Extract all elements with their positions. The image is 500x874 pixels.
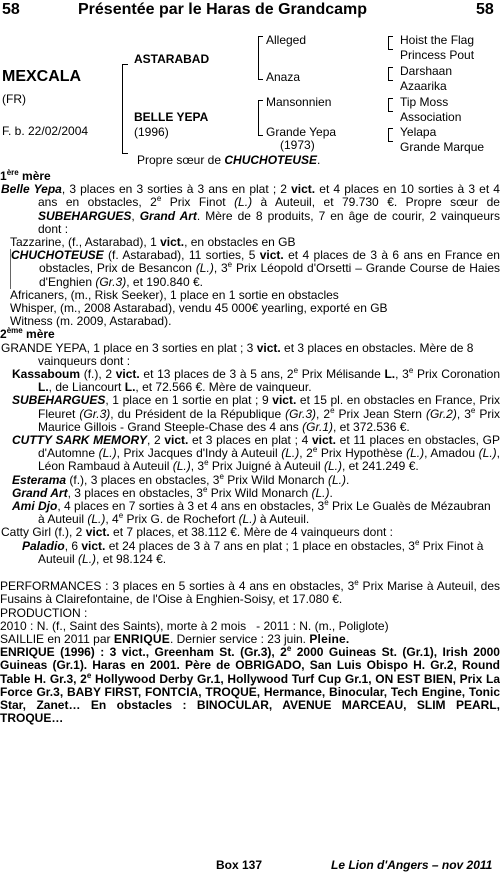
dam-name: BELLE YEPA [134, 110, 209, 124]
ggp-7: Yelapa [400, 125, 437, 139]
produce-grand-art: Grand Art, 3 places en obstacles, 3e Prix Wild Monarch (L.). [12, 484, 333, 500]
produce-2: CHUCHOTEUSE (f. Astarabad), 11 sorties, 5 vict. et 4 places de 3 à 6 ans en France en obstacles, Prix de Besancon (L.), 3e Prix Léopold d'Orsetti – Grande Course de Haies d'Enghien (Gr.3), et 190.840 €. [11, 248, 500, 289]
first-dam-record: Belle Yepa, 3 places en 3 sorties à 3 ans en plat ; 2 vict. et 4 places en 10 sorties à 3 et 4 ans en obstacles, 2e Prix Finot (L.) à Auteuil, et 79.730 €. Propre sœur de SUBEHARGUES, Grand Art. Mère de 8 produits, 7 en âge de courir, 2 vainqueurs dont : [1, 182, 500, 236]
production-title: PRODUCTION : [0, 605, 88, 620]
sale-name: Le Lion d'Angers – nov 2011 [331, 858, 493, 872]
second-dam-record: GRANDE YEPA, 1 place en 3 sorties en plat ; 3 vict. et 3 places en obstacles. Mère de 8 vainqueurs dont : [1, 340, 474, 368]
page-header [0, 0, 500, 20]
grandsire-1: Alleged [266, 33, 307, 47]
ggp-3: Darshaan [400, 64, 453, 78]
page-number-left: 58 [2, 1, 20, 18]
produce-subehargues: SUBEHARGUES, 1 place en 1 sortie en plat ; 9 vict. et 15 pl. en obstacles en France, Prix Fleuret (Gr.3), du Président de la République (Gr.3), 2e Prix Jean Stern (Gr.2), 3e Prix Maurice Gillois - Grand Steeple-Chase des 4 ans (Gr.1), et 372.536 €. [12, 393, 500, 434]
sire-name: ASTARABAD [134, 52, 210, 66]
page-footer [0, 858, 500, 874]
granddam-1: Mansonnien [266, 95, 332, 109]
produce-1: Tazzarine, (f., Astarabad), 1 vict., en obstacles en GB [10, 235, 296, 250]
section-first-dam: 1ère mère [0, 168, 51, 183]
page-number-right: 58 [476, 1, 494, 18]
produce-ami-djo: Ami Djo, 4 places en 7 sorties à 3 et 4 ans en obstacles, 3e Prix Le Gualès de Mézaubran à Auteuil (L.), 4e Prix G. de Rochefort (L.) à Auteuil. [12, 498, 491, 527]
produce-catty-girl: Catty Girl (f.), 2 vict. et 7 places, et 38.112 €. Mère de 4 vainqueurs dont : [1, 525, 393, 540]
performances: PERFORMANCES : 3 places en 5 sorties à 4 ans en obstacles, 3e Prix Marise à Auteuil, des Fusains à Clairefontaine, de l'Oise à Enghien-Soisy, et 17.080 €. [0, 578, 500, 607]
box-number: Box 137 [216, 858, 263, 872]
produce-3: Africaners, (m., Risk Seeker), 1 place en 1 sortie en obstacles [10, 287, 339, 302]
produce-4: Whisper, (m., 2008 Astarabad), vendu 45 000€ yearling, exporté en GB [10, 301, 388, 316]
produce-cutty-sark: CUTTY SARK MEMORY, 2 vict. et 3 places en plat ; 4 vict. et 11 places en obstacles, GP d'Automne (L.), Prix Jacques d'Indy à Auteuil (L.), 2e Prix Hypothèse (L.), Amadou (L.), Léon Rambaud à Auteuil (L.), 3e Prix Juigné à Auteuil (L.), et 241.249 €. [12, 433, 500, 474]
produce-kassaboum: Kassaboum (f.), 2 vict. et 13 places de 3 à 5 ans, 2e Prix Mélisande L., 3e Prix Coronation L., de Liancourt L., et 72.566 €. Mère de vainqueur. [12, 366, 500, 395]
section-second-dam: 2ème mère [0, 326, 55, 342]
granddam-2-year: (1973) [280, 138, 315, 152]
dam-year: (1996) [134, 125, 169, 139]
catalogue-body [0, 170, 500, 725]
enrique-record: ENRIQUE (1996) : 3 vict., Greenham St. (Gr.3), 2e 2000 Guineas St. (Gr.1), Irish 2000 Guineas (Gr.1). Haras en 2001. Père de OBRIGADO, San Luis Obispo H. Gr.2, Round Table H. Gr.3, 2e Hollywood Derby Gr.1, Hollywood Turf Cup Gr.1, ON EST BIEN, Prix La Force Gr.3, BABY FIRST, FONTCIA, TROQUE, Hermance, Binocular, Tech Engine, Tonic Star, Zanet… En obstacles : BINOCULAR, AVENUE MARCEAU, SLIM PEARL, TROQUE… [0, 644, 500, 726]
horse-birth: F. b. 22/02/2004 [2, 124, 89, 138]
horse-name: MEXCALA [2, 68, 82, 85]
ggp-4: Azaarika [400, 79, 447, 93]
ggp-6: Association [400, 110, 462, 124]
sister-note: Propre sœur de CHUCHOTEUSE. [137, 153, 321, 167]
saillie: SAILLIE en 2011 par ENRIQUE. Dernier service : 23 juin. Pleine. [0, 631, 350, 646]
ggp-2: Princess Pout [400, 48, 475, 62]
produce-esterama: Esterama (f.), 3 places en obstacles, 3e Prix Wild Monarch (L.). [12, 471, 350, 487]
ggp-5: Tip Moss [400, 95, 449, 109]
pedigree-table [0, 22, 500, 172]
granddam-2: Grande Yepa [266, 125, 337, 139]
produce-5: Witness (m. 2009, Astarabad). [10, 314, 172, 329]
page-title: Présentée par le Haras de Grandcamp [78, 1, 368, 18]
grandsire-2: Anaza [266, 70, 301, 84]
horse-country: (FR) [2, 92, 26, 106]
production-record: 2010 : N. (f., Saint des Saints), morte à 2 mois - 2011 : N. (m., Poliglote) [0, 618, 389, 633]
produce-paladio: Paladio, 6 vict. et 24 places de 3 à 7 ans en plat ; 1 place en obstacles, 3e Prix Finot à Auteuil (L.), et 98.124 €. [22, 537, 484, 566]
ggp-8: Grande Marque [400, 140, 485, 154]
ggp-1: Hoist the Flag [400, 33, 475, 47]
